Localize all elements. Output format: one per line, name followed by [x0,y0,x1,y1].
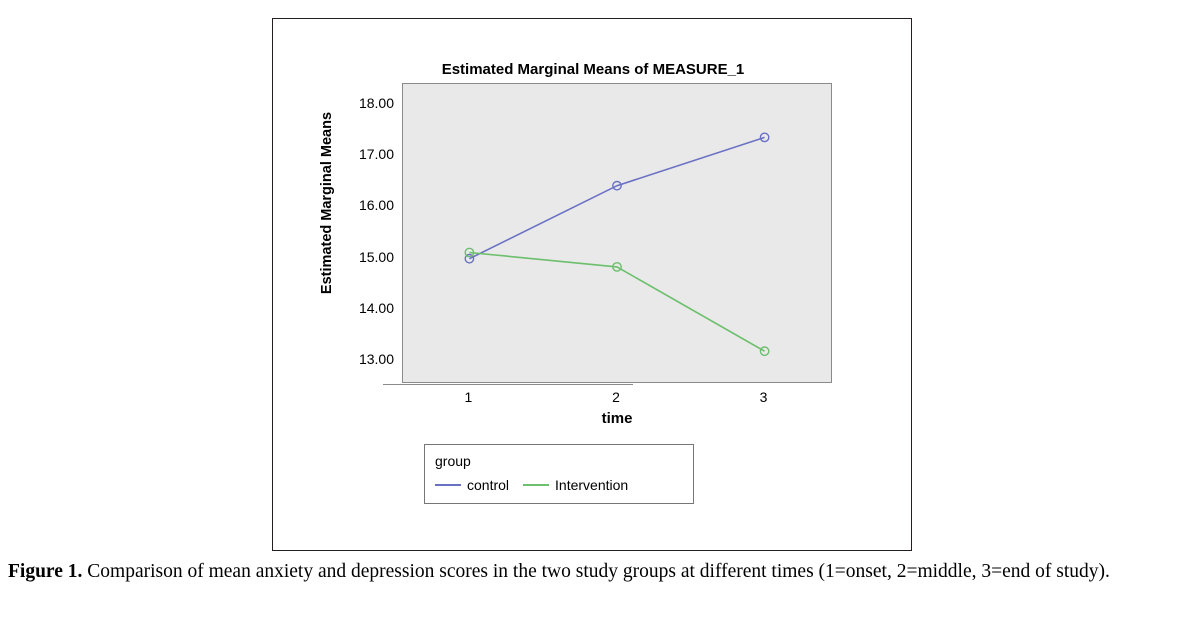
legend-item-label: Intervention [555,477,629,493]
legend-entries [435,477,683,493]
series-line-intervention [469,253,764,352]
x-tick-label: 3 [759,389,768,405]
y-tick-label: 14.00 [358,300,394,317]
chart-legend [424,444,694,504]
legend-item-control [435,477,509,493]
legend-item-intervention [523,477,628,493]
y-tick-label: 16.00 [358,197,394,214]
x-axis-line [383,384,633,385]
y-axis-label: Estimated Marginal Means [319,111,335,295]
x-tick-label: 1 [464,389,473,405]
legend-item-label: control [467,477,510,493]
y-tick-label: 17.00 [358,145,394,162]
plot-svg [403,84,831,382]
x-axis-tick-labels [402,389,832,411]
figure-caption [8,560,1192,585]
y-tick-label: 15.00 [358,248,394,265]
series-line-control [469,137,764,258]
y-axis-tick-labels [322,83,394,383]
y-tick-label: 13.00 [358,351,394,368]
figure-caption-text: Comparison of mean anxiety and depression scores in the two study groups at different times (1=onset, 2=middle, 3=end of study). [87,561,1110,582]
legend-swatch-icon [435,484,461,486]
x-tick-label: 2 [612,389,620,405]
legend-swatch-icon [523,484,549,486]
figure-caption-label: Figure 1. [8,561,83,582]
legend-title: group [435,453,471,469]
chart-title: Estimated Marginal Means of MEASURE_1 [441,61,745,78]
figure-frame [272,18,912,551]
plot-area [402,83,832,383]
y-tick-label: 18.00 [358,94,394,111]
x-axis-label: time [601,410,633,427]
